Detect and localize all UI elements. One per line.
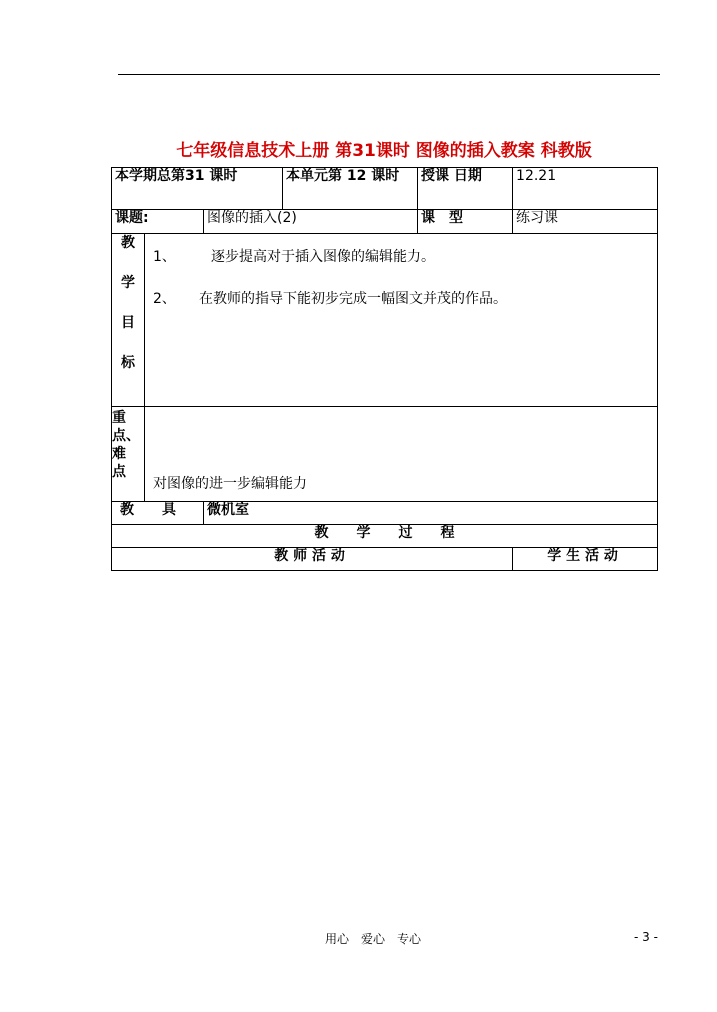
- document-title: 七年级信息技术上册 第31课时 图像的插入教案 科教版: [176, 141, 592, 161]
- key-points-content-cell: 对图像的进一步编辑能力: [145, 407, 658, 502]
- goals-content-cell: [145, 234, 658, 407]
- table-row: [112, 548, 658, 571]
- topic-label: 课题:: [115, 210, 149, 226]
- type-value-cell: 练习课: [513, 210, 658, 234]
- goal-text: 逐步提高对于插入图像的编辑能力。: [211, 249, 435, 265]
- tools-label-cell: 教 具: [112, 502, 204, 525]
- table-row: [112, 210, 658, 234]
- list-item: [153, 288, 654, 310]
- key-points-label-cell: [112, 407, 145, 502]
- lesson-plan-table: [111, 167, 658, 571]
- table-row: [112, 168, 658, 210]
- date-value-cell: 12.21: [513, 168, 658, 210]
- goal-number: 1、: [153, 249, 176, 265]
- process-header-cell: 教 学 过 程: [112, 525, 658, 548]
- footer-motto: 用心 爱心 专心: [325, 932, 422, 946]
- table-row: [112, 502, 658, 525]
- teacher-activity-header: 教师活动: [112, 548, 513, 571]
- goals-label-char: 目: [121, 315, 135, 331]
- unit-lesson-cell: 本单元第 12 课时: [283, 168, 418, 210]
- term-lesson-cell: 本学期总第31 课时: [112, 168, 283, 210]
- topic-label-cell: [112, 210, 204, 234]
- list-item: [153, 246, 654, 268]
- date-label-cell: 授课 日期: [418, 168, 513, 210]
- key-label-char: 难: [112, 446, 126, 462]
- key-label-char: 重: [112, 410, 126, 426]
- key-label-char: 点: [112, 464, 126, 480]
- student-activity-header: 学生活动: [513, 548, 658, 571]
- goal-text: 在教师的指导下能初步完成一幅图文并茂的作品。: [199, 291, 507, 307]
- goal-number: 2、: [153, 291, 176, 307]
- goals-label-char: 教: [121, 235, 135, 251]
- tools-value-cell: 微机室: [204, 502, 658, 525]
- type-label-cell: 课 型: [418, 210, 513, 234]
- goals-label-char: 标: [121, 355, 135, 371]
- table-row: [112, 234, 658, 407]
- goals-label-cell: [112, 234, 145, 407]
- key-label-char: 点、: [112, 428, 140, 444]
- table-row: [112, 407, 658, 502]
- page-number: - 3 -: [634, 930, 658, 944]
- table-row: [112, 525, 658, 548]
- header-rule: [118, 74, 660, 75]
- topic-value-cell: 图像的插入(2): [204, 210, 418, 234]
- goals-label-char: 学: [121, 275, 135, 291]
